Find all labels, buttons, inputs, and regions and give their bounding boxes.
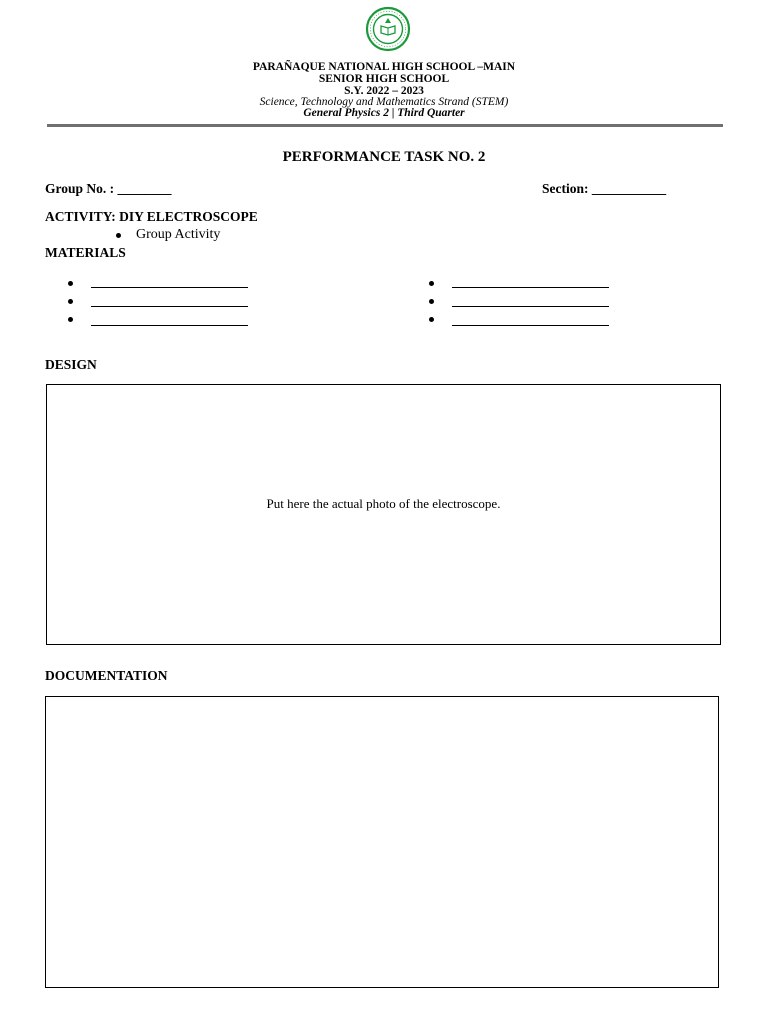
bullet-icon [429, 281, 434, 286]
bullet-icon [68, 317, 73, 322]
design-placeholder-text: Put here the actual photo of the electroscope. [266, 496, 501, 511]
material-blank-line [91, 306, 248, 307]
school-level: SENIOR HIGH SCHOOL [318, 73, 450, 85]
design-heading: DESIGN [45, 357, 97, 372]
bullet-icon [68, 281, 73, 286]
strand: Science, Technology and Mathematics Strand (STEM) [259, 96, 509, 108]
activity-heading: ACTIVITY: DIY ELECTROSCOPE [45, 209, 258, 224]
documentation-box [45, 696, 719, 988]
bullet-icon [429, 317, 434, 322]
design-photo-box [46, 384, 721, 645]
material-blank-line [91, 287, 248, 288]
page-title: PERFORMANCE TASK NO. 2 [282, 149, 486, 165]
bullet-icon [68, 299, 73, 304]
bullet-icon [116, 233, 121, 238]
documentation-heading: DOCUMENTATION [45, 668, 168, 683]
school-seal-icon [361, 6, 415, 52]
materials-heading: MATERIALS [45, 245, 126, 260]
school-year: S.Y. 2022 – 2023 [344, 85, 424, 97]
material-blank-line [452, 287, 609, 288]
material-blank-line [91, 325, 248, 326]
material-blank-line [452, 306, 609, 307]
bullet-icon [429, 299, 434, 304]
activity-item: Group Activity [136, 227, 221, 242]
material-blank-line [452, 325, 609, 326]
school-name: PARAÑAQUE NATIONAL HIGH SCHOOL –MAIN [252, 61, 516, 73]
subject: General Physics 2 | Third Quarter [303, 107, 465, 119]
header-divider [47, 124, 723, 127]
section-field: Section: ___________ [542, 181, 667, 196]
group-number-field: Group No. : ________ [45, 181, 172, 196]
